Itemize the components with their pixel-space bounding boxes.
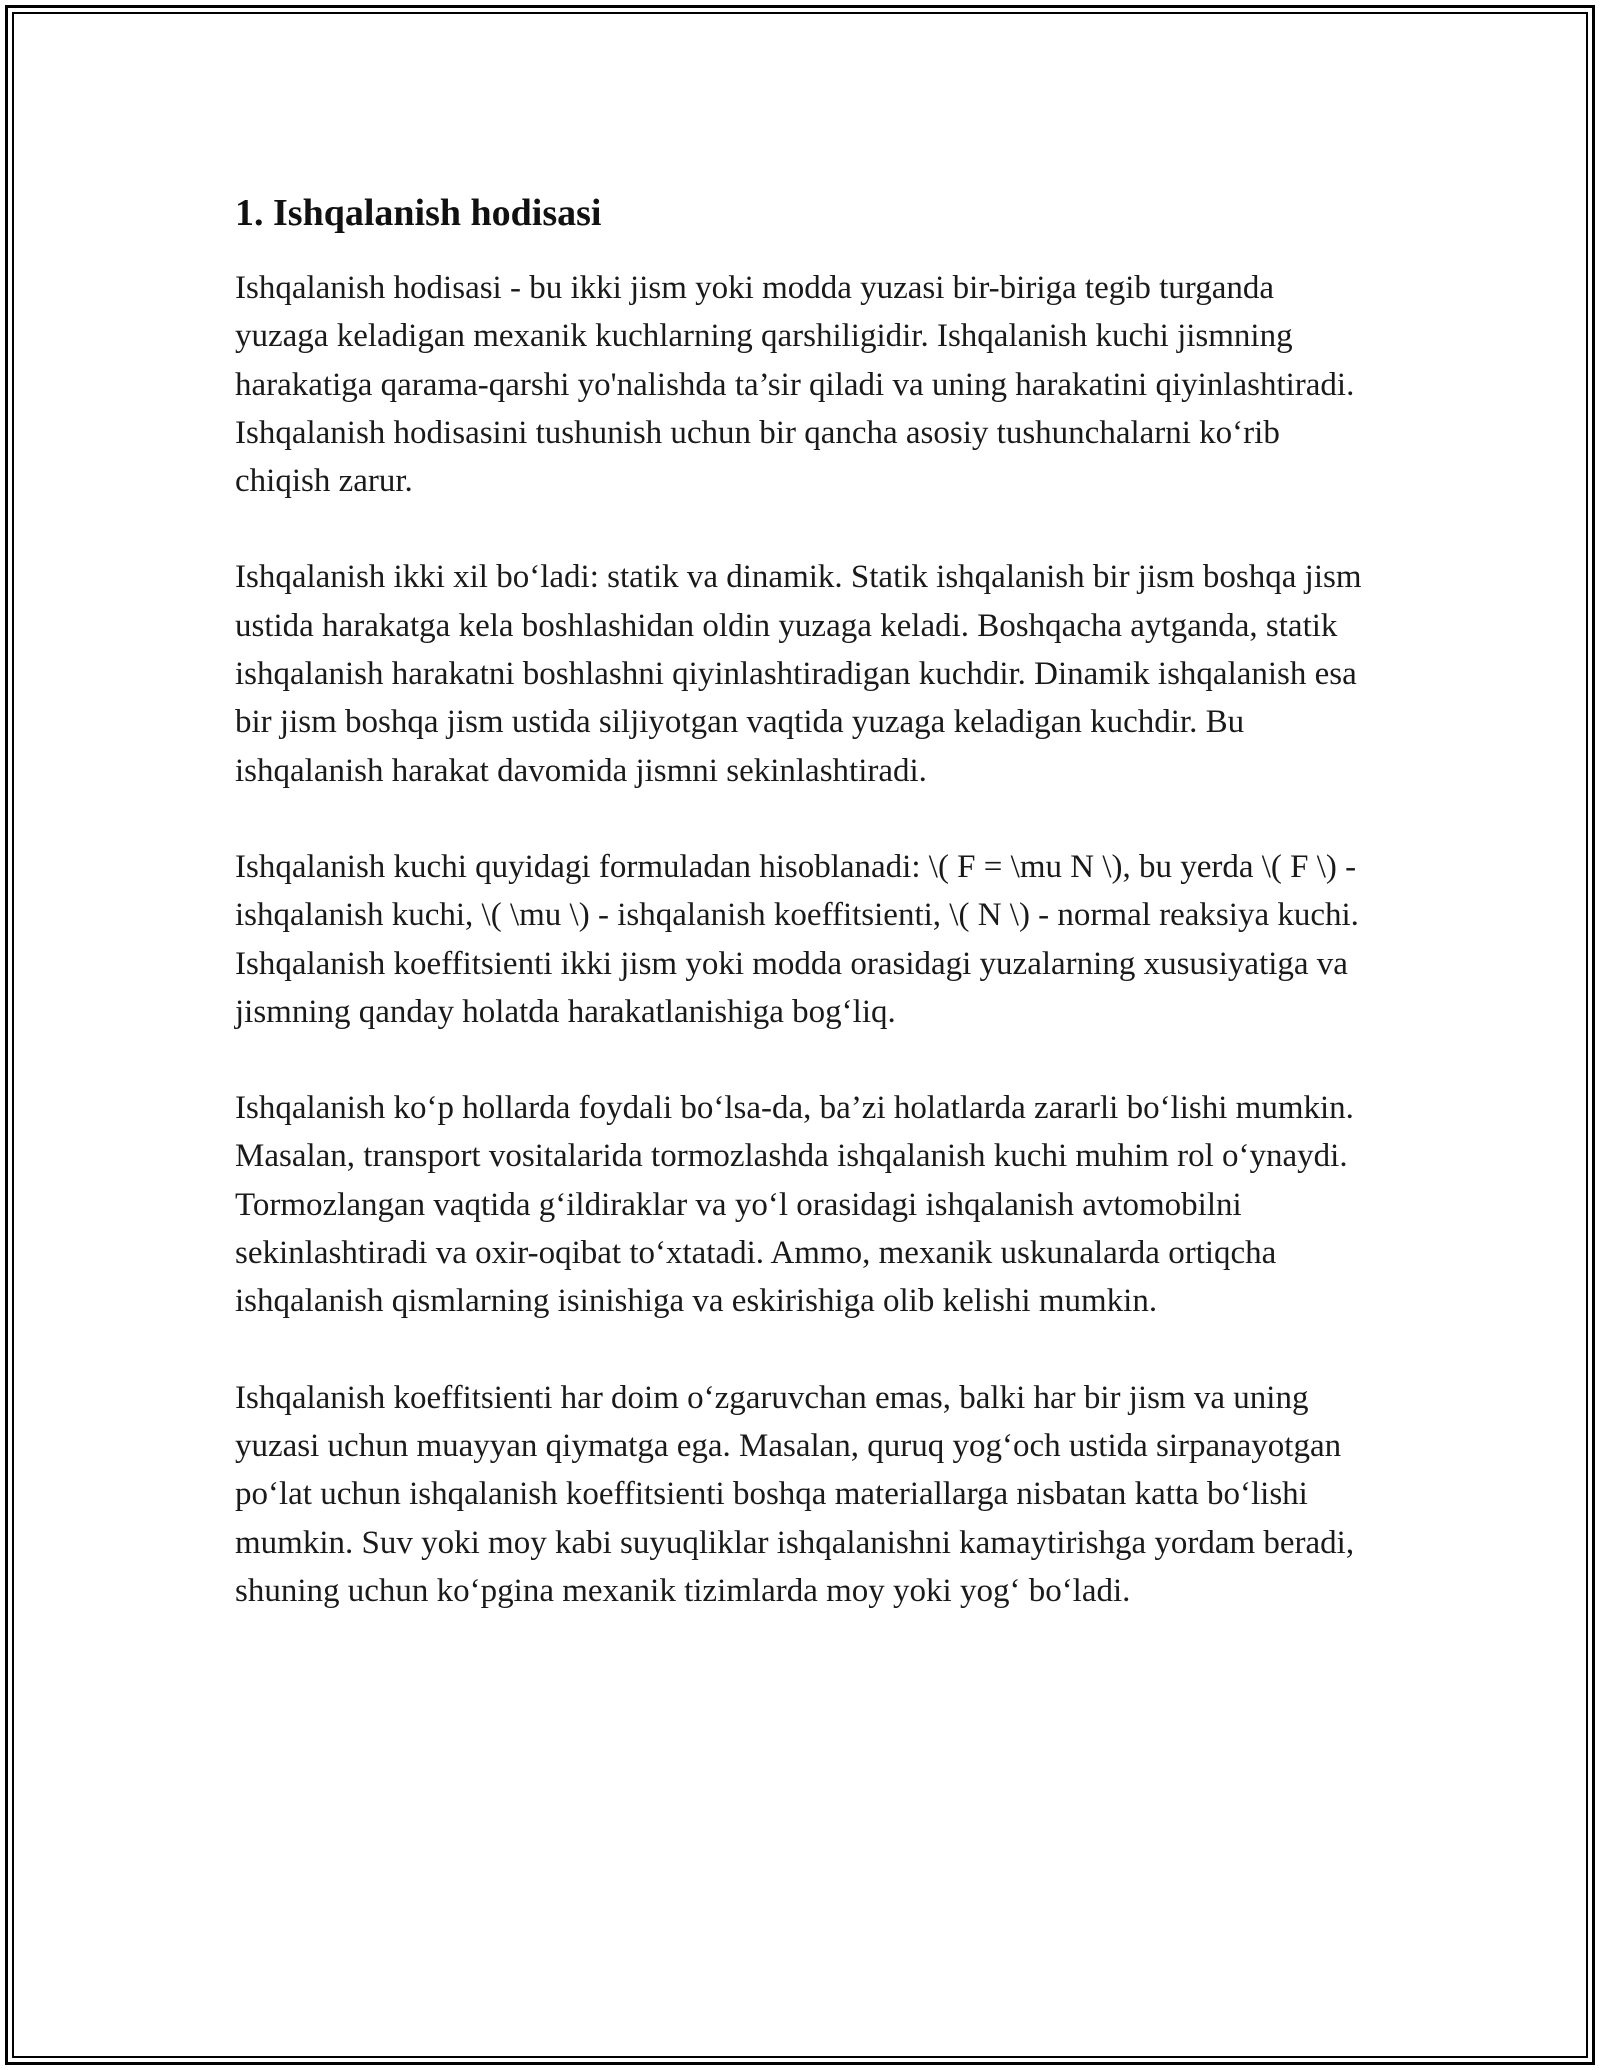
paragraph-coefficient: Ishqalanish koeffitsienti har doim o‘zgaruvchan emas, balki har bir jism va uning yuzasi uchun muayyan qiymatga ega. Masalan, quruq yog‘och ustida sirpanayotgan po‘lat uchun ishqalanish koeffitsienti boshqa materiallarga nisbatan katta bo‘lishi mumkin. Suv yoki moy kabi suyuqliklar ishqalanishni kamaytirishga yordam beradi, shuning uchun ko‘pgina mexanik tizimlarda moy yoki yog‘ bo‘ladi. bbox=[235, 1379, 1355, 1609]
section-heading: 1. Ishqalanish hodisasi bbox=[235, 192, 602, 234]
paragraph-uses: Ishqalanish ko‘p hollarda foydali bo‘lsa-da, ba’zi holatlarda zararli bo‘lishi mumkin. Masalan, transport vositalarida tormozlashda ishqalanish kuchi muhim rol o‘ynaydi. Tormozlangan vaqtida g‘ildiraklar va yo‘l orasidagi ishqalanish avtomobilni sekinlashtiradi va oxir-oqibat to‘xtatadi. Ammo, mexanik uskunalarda ortiqcha ishqalanish qismlarning isinishiga va eskirishiga olib kelishi mumkin. bbox=[235, 1090, 1354, 1320]
paragraph-formula: Ishqalanish kuchi quyidagi formuladan hisoblanadi: \( F = \mu N \), bu yerda \( F \) - ishqalanish kuchi, \( \mu \) - ishqalanish koeffitsienti, \( N \) - normal reaksiya kuchi. Ishqalanish koeffitsienti ikki jism yoki modda orasidagi yuzalarning xususiyatiga va jismning qanday holatda harakatlanishiga bog‘liq. bbox=[235, 848, 1359, 1030]
paragraph-types: Ishqalanish ikki xil bo‘ladi: statik va dinamik. Statik ishqalanish bir jism boshqa jism ustida harakatga kela boshlashidan oldin yuzaga keladi. Boshqacha aytganda, statik ishqalanish harakatni boshlashni qiyinlashtiradigan kuchdir. Dinamik ishqalanish esa bir jism boshqa jism ustida siljiyotgan vaqtida yuzaga keladigan kuchdir. Bu ishqalanish harakat davomida jismni sekinlashtiradi. bbox=[235, 559, 1362, 789]
paragraph-definition: Ishqalanish hodisasi - bu ikki jism yoki modda yuzasi bir-biriga tegib turganda yuzaga keladigan mexanik kuchlarning qarshiligidir. Ishqalanish kuchi jismning harakatiga qarama-qarshi yo'nalishda ta’sir qiladi va uning harakatini qiyinlashtiradi. Ishqalanish hodisasini tushunish uchun bir qancha asosiy tushunchalarni ko‘rib chiqish zarur. bbox=[235, 270, 1355, 500]
document-body bbox=[235, 188, 1365, 1663]
